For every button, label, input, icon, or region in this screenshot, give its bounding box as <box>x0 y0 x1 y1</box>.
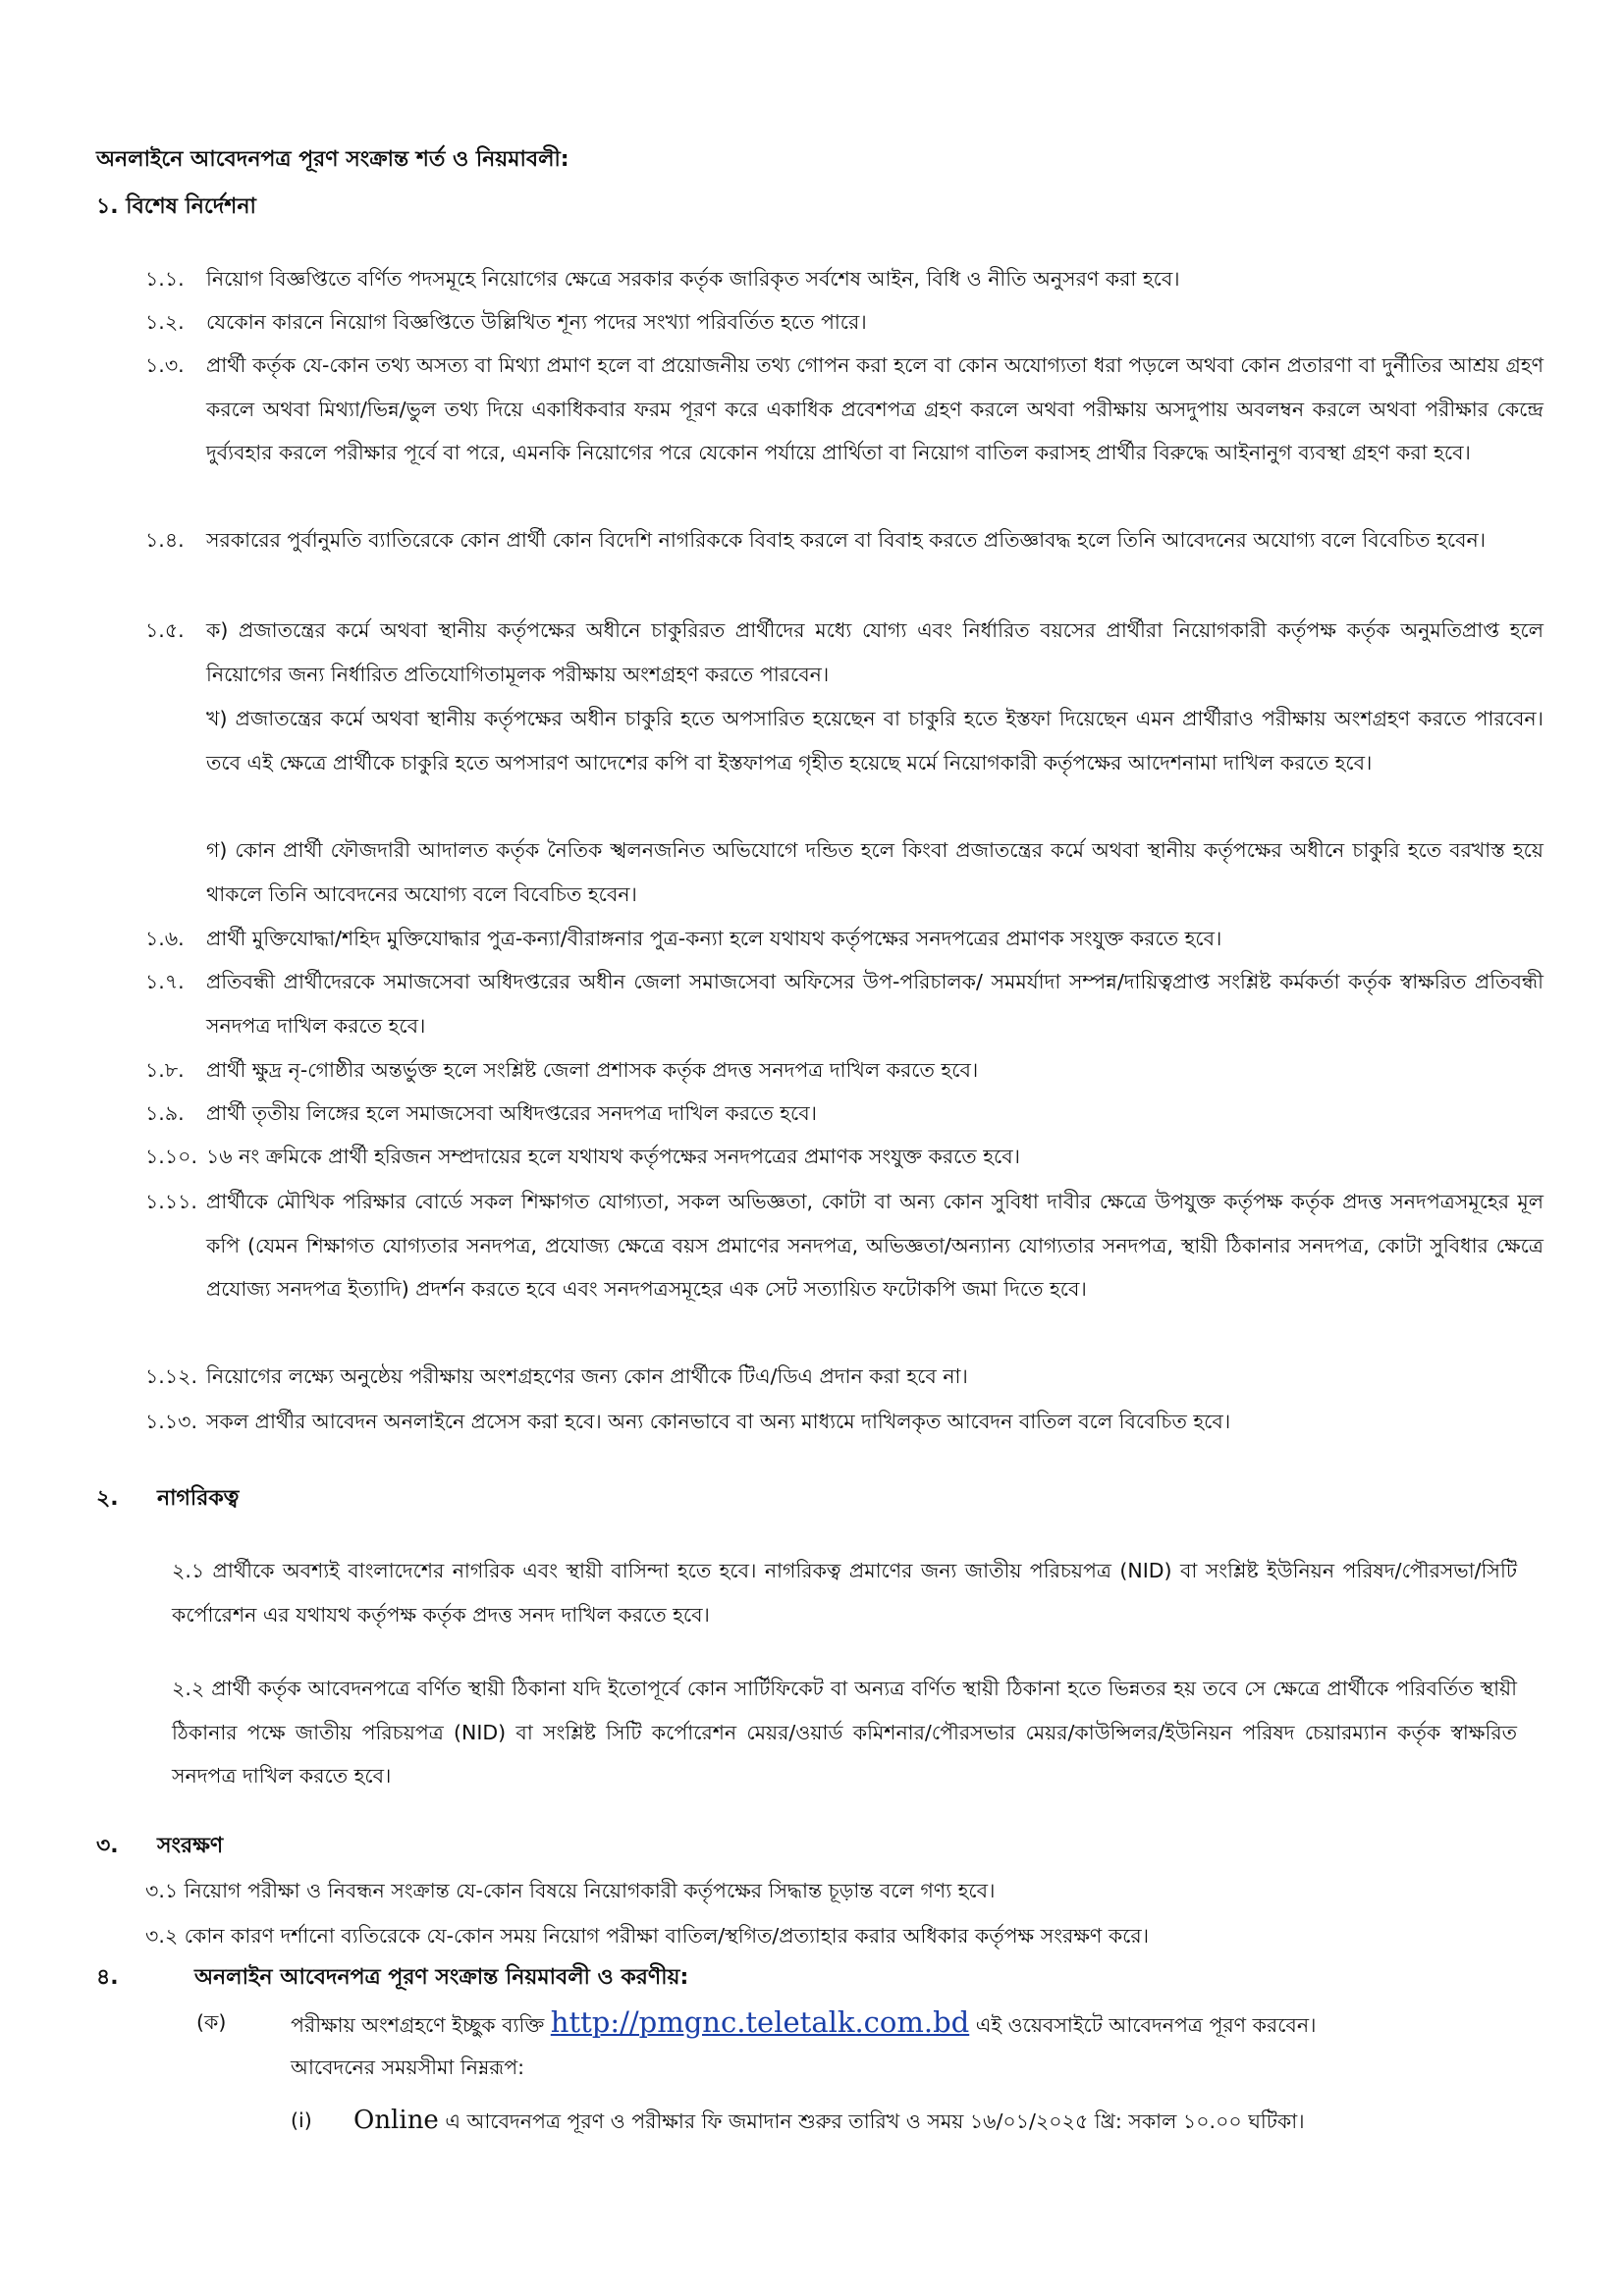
item-4-a-label: (ক) <box>196 2010 227 2034</box>
paragraph-3-2: ৩.২ কোন কারণ দর্শানো ব্যতিরেকে যে-কোন সময় নিয়োগ পরীক্ষা বাতিল/স্থগিত/প্রত্যাহার করার অধিকার কর্তৃপক্ষ সংরক্ষণ করে। <box>145 1924 1150 1948</box>
list-item-1-3: ১.৩. প্রার্থী কর্তৃক যে-কোন তথ্য অসত্য বা মিথ্যা প্রমাণ হলে বা প্রয়োজনীয় তথ্য গোপন করা হলে বা কোন অযোগ্যতা ধরা পড়লে অথবা কোন প্রতারণা বা দুর্নীতির আশ্রয় গ্রহণ করলে অথবা মিথ্যা/ভিন্ন/ভুল তথ্য দিয়ে একাধিকবার ফরম পূরণ করে একাধিক প্রবেশপত্র গ্রহণ করলে অথবা পরীক্ষায় অসদুপায় অবলম্বন করলে অথবা পরীক্ষার কেন্দ্রে দুর্ব্যবহার করলে পরীক্ষার পূর্বে বা পরে, এমনকি নিয়োগের পরে যেকোন পর্যায়ে প্রার্থিতা বা নিয়োগ বাতিল করাসহ প্রার্থীর বিরুদ্ধে আইনানুগ ব্যবস্থা গ্রহণ করা হবে। <box>145 353 1543 464</box>
list-item-1-6: ১.৬. প্রার্থী মুক্তিযোদ্ধা/শহিদ মুক্তিযোদ্ধার পুত্র-কন্যা/বীরাঙ্গনার পুত্র-কন্যা হলে যথাযথ কর্তৃপক্ষের সনদপত্রের প্রমাণক সংযুক্ত করতে হবে। <box>145 927 1222 950</box>
paragraph-2-1: ২.১ প্রার্থীকে অবশ্যই বাংলাদেশের নাগরিক এবং স্থায়ী বাসিন্দা হতে হবে। নাগরিকত্ব প্রমাণের জন্য জাতীয় পরিচয়পত্র (NID) বা সংশ্লিষ্ট ইউনিয়ন পরিষদ/পৌরসভা/সিটি কর্পোরেশন এর যথাযথ কর্তৃপক্ষ কর্তৃক প্রদত্ত সনদ দাখিল করতে হবে। <box>172 1559 1517 1627</box>
list-item-1-5-c: গ) কোন প্রার্থী ফৌজদারী আদালত কর্তৃক নৈতিক স্খলনজনিত অভিযোগে দন্ডিত হলে কিংবা প্রজাতন্ত্রের কর্মে অথবা স্থানীয় কর্তৃপক্ষের অধীনে চাকুরি হতে বরখাস্ত হয়ে থাকলে তিনি আবেদনের অযোগ্য বলে বিবেচিত হবেন। <box>206 838 1543 906</box>
list-item-1-5-b: খ) প্রজাতন্ত্রের কর্মে অথবা স্থানীয় কর্তৃপক্ষের অধীন চাকুরি হতে অপসারিত হয়েছেন বা চাকুরি হতে ইস্তফা দিয়েছেন এমন প্রার্থীরাও পরীক্ষায় অংশগ্রহণ করতে পারবেন। তবে এই ক্ষেত্রে প্রার্থীকে চাকুরি হতে অপসারণ আদেশের কপি বা ইস্তফাপত্র গৃহীত হয়েছে মর্মে নিয়োগকারী কর্তৃপক্ষের আদেশনামা দাখিল করতে হবে। <box>206 707 1543 774</box>
list-item-1-7: ১.৭. প্রতিবন্ধী প্রার্থীদেরকে সমাজসেবা অধিদপ্তরের অধীন জেলা সমাজসেবা অফিসের উপ-পরিচালক/ সমমর্যাদা সম্পন্ন/দায়িত্বপ্রাপ্ত সংশ্লিষ্ট কর্মকর্তা কর্তৃক স্বাক্ষরিত প্রতিবন্ধী সনদপত্র দাখিল করতে হবে। <box>145 970 1543 1038</box>
paragraph-3-1: ৩.১ নিয়োগ পরীক্ষা ও নিবন্ধন সংক্রান্ত যে-কোন বিষয়ে নিয়োগকারী কর্তৃপক্ষের সিদ্ধান্ত চূড়ান্ত বলে গণ্য হবে। <box>145 1879 996 1902</box>
list-item-1-4: ১.৪. সরকারের পুর্বানুমতি ব্যাতিরেকে কোন প্রার্থী কোন বিদেশি নাগরিককে বিবাহ করলে বা বিবাহ করতে প্রতিজ্ঞাবদ্ধ হলে তিনি আবেদনের অযোগ্য বলে বিবেচিত হবেন। <box>145 528 1487 552</box>
application-website-link[interactable]: http://pmgnc.teletalk.com.bd <box>550 2005 970 2039</box>
item-4-i-text: Online এ আবেদনপত্র পূরণ ও পরীক্ষার ফি জমাদান শুরুর তারিখ ও সময় ১৬/০১/২০২৫ খ্রি: সকাল ১০.০০ ঘটিকা। <box>353 2106 1305 2135</box>
item-4-a-line2: আবেদনের সময়সীমা নিম্নরূপ: <box>291 2056 525 2079</box>
section-4-heading: ৪. অনলাইন আবেদনপত্র পূরণ সংক্রান্ত নিয়মাবলী ও করণীয়: <box>96 1965 689 1990</box>
list-item-1-1: ১.১. নিয়োগ বিজ্ঞপ্তিতে বর্ণিত পদসমূহে নিয়োগের ক্ষেত্রে সরকার কর্তৃক জারিকৃত সর্বশেষ আইন, বিধি ও নীতি অনুসরণ করা হবে। <box>145 267 1180 291</box>
list-item-1-11: ১.১১. প্রার্থীকে মৌখিক পরিক্ষার বোর্ডে সকল শিক্ষাগত যোগ্যতা, সকল অভিজ্ঞতা, কোটা বা অন্য কোন সুবিধা দাবীর ক্ষেত্রে উপযুক্ত কর্তৃপক্ষ কর্তৃক প্রদত্ত সনদপত্রসমূহের মূল কপি (যেমন শিক্ষাগত যোগ্যতার সনদপত্র, প্রযোজ্য ক্ষেত্রে বয়স প্রমাণের সনদপত্র, অভিজ্ঞতা/অন্যান্য যোগ্যতার সনদপত্র, স্থায়ী ঠিকানার সনদপত্র, কোটা সুবিধার ক্ষেত্রে প্রযোজ্য সনদপত্র ইত্যাদি) প্রদর্শন করতে হবে এবং সনদপত্রসমূহের এক সেট সত্যায়িত ফটোকপি জমা দিতে হবে। <box>145 1190 1543 1301</box>
list-item-1-12: ১.১২. নিয়োগের লক্ষ্যে অনুষ্ঠেয় পরীক্ষায় অংশগ্রহণের জন্য কোন প্রার্থীকে টিএ/ডিএ প্রদান করা হবে না। <box>145 1364 968 1388</box>
section-3-heading: ৩. সংরক্ষণ <box>96 1834 224 1858</box>
section-1-heading: ১. বিশেষ নির্দেশনা <box>96 194 256 219</box>
list-item-1-8: ১.৮. প্রার্থী ক্ষুদ্র নৃ-গোষ্ঠীর অন্তর্ভুক্ত হলে সংশ্লিষ্ট জেলা প্রশাসক কর্তৃক প্রদত্ত সনদপত্র দাখিল করতে হবে। <box>145 1058 979 1082</box>
item-4-a-text: পরীক্ষায় অংশগ্রহণে ইচ্ছুক ব্যক্তি http://pmgnc.teletalk.com.bd এই ওয়েবসাইটে আবেদনপত্র পূরণ করবেন। <box>291 2005 1317 2039</box>
list-item-1-13: ১.১৩. সকল প্রার্থীর আবেদন অনলাইনে প্রসেস করা হবে। অন্য কোনভাবে বা অন্য মাধ্যমে দাখিলকৃত আবেদন বাতিল বলে বিবেচিত হবে। <box>145 1410 1231 1433</box>
list-item-1-9: ১.৯. প্রার্থী তৃতীয় লিঙ্গের হলে সমাজসেবা অধিদপ্তরের সনদপত্র দাখিল করতে হবে। <box>145 1101 817 1125</box>
list-item-1-5-a: ১.৫. ক) প্রজাতন্ত্রের কর্মে অথবা স্থানীয় কর্তৃপক্ষের অধীনে চাকুরিরত প্রার্থীদের মধ্যে যোগ্য এবং নির্ধারিত বয়সের প্রার্থীরা নিয়োগকারী কর্তৃপক্ষ কর্তৃক অনুমতিপ্রাপ্ত হলে নিয়োগের জন্য নির্ধারিত প্রতিযোগিতামূলক পরীক্ষায় অংশগ্রহণ করতে পারবেন। <box>145 618 1543 686</box>
list-item-1-2: ১.২. যেকোন কারনে নিয়োগ বিজ্ঞপ্তিতে উল্লিখিত শূন্য পদের সংখ্যা পরিবর্তিত হতে পারে। <box>145 310 867 334</box>
list-item-1-10: ১.১০. ১৬ নং ক্রমিকে প্রার্থী হরিজন সম্প্রদায়ের হলে যথাযথ কর্তৃপক্ষের সনদপত্রের প্রমাণক সংযুক্ত করতে হবে। <box>145 1145 1020 1168</box>
section-2-heading: ২. নাগরিকত্ব <box>96 1486 240 1511</box>
page-title: অনলাইনে আবেদনপত্র পূরণ সংক্রান্ত শর্ত ও নিয়মাবলী: <box>96 147 569 172</box>
paragraph-2-2: ২.২ প্রার্থী কর্তৃক আবেদনপত্রে বর্ণিত স্থায়ী ঠিকানা যদি ইতোপূর্বে কোন সার্টিফিকেট বা অন্যত্র বর্ণিত স্থায়ী ঠিকানা হতে ভিন্নতর হয় তবে সে ক্ষেত্রে প্রার্থীকে পরিবর্তিত স্থায়ী ঠিকানার পক্ষে জাতীয় পরিচয়পত্র (NID) বা সংশ্লিষ্ট সিটি কর্পোরেশন মেয়র/ওয়ার্ড কমিশনার/পৌরসভার মেয়র/কাউন্সিলর/ইউনিয়ন পরিষদ চেয়ারম্যান কর্তৃক স্বাক্ষরিত সনদপত্র দাখিল করতে হবে। <box>172 1677 1517 1788</box>
item-4-i-label: (i) <box>291 2109 312 2132</box>
